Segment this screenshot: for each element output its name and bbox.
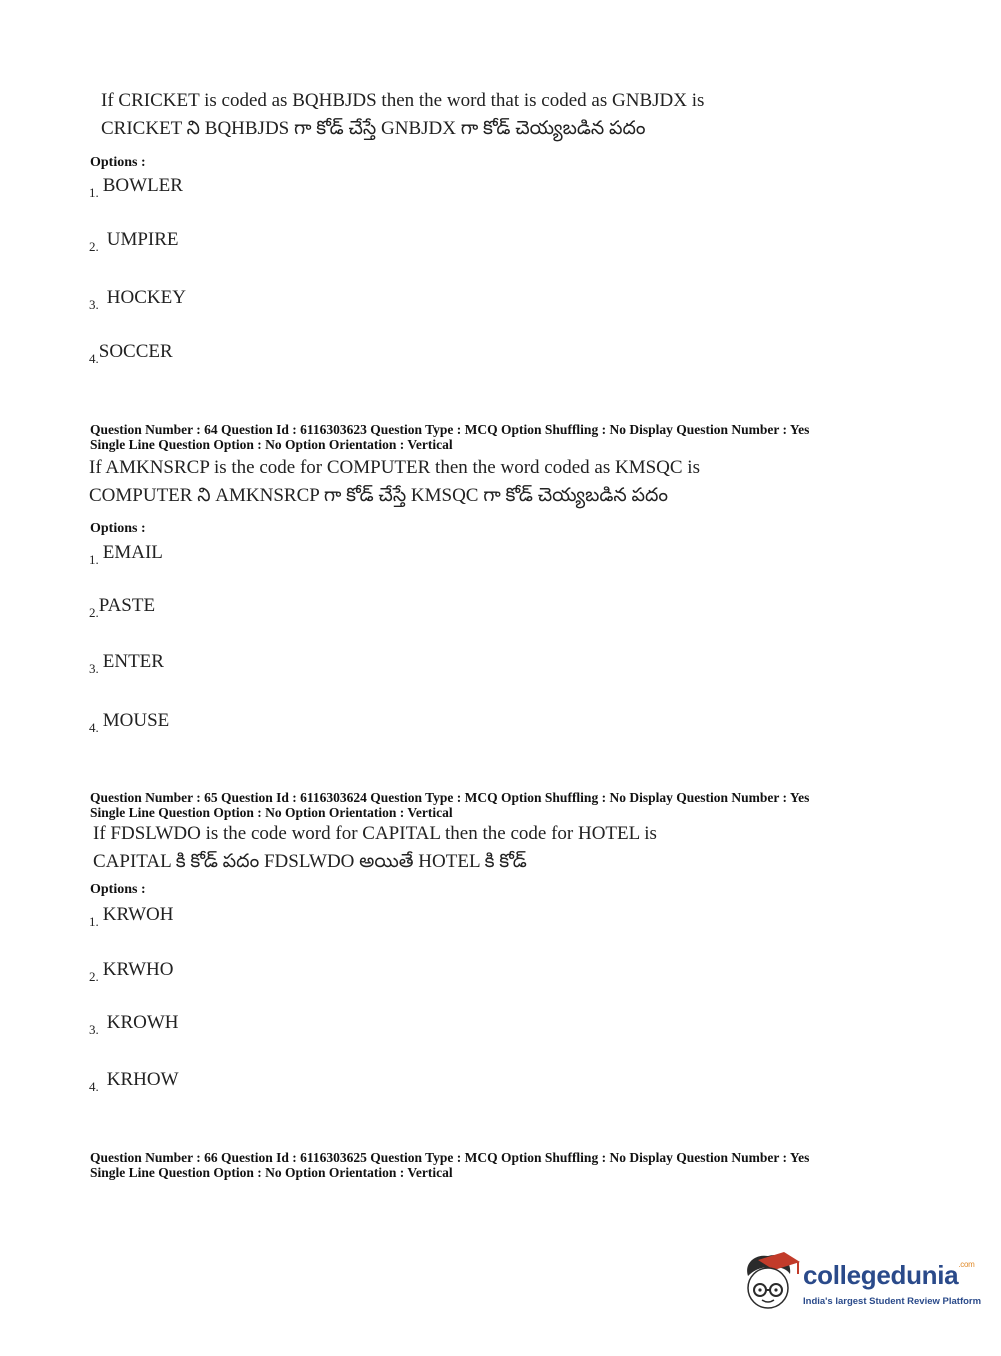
option-text: KRWHO (102, 959, 174, 980)
option-item (89, 595, 156, 620)
question-stem-english: If CRICKET is coded as BQHBJDS then the word that is coded as GNBJDX is (101, 90, 705, 111)
option-number: 3. (89, 297, 99, 312)
option-item (89, 651, 164, 676)
options-label: Options : (90, 155, 146, 170)
option-text: EMAIL (102, 542, 163, 563)
option-number: 2. (89, 239, 99, 254)
option-text: HOCKEY (106, 287, 186, 308)
logo-dotcom: .com (958, 1260, 975, 1269)
option-number: 4. (89, 1079, 99, 1094)
logo-tagline: India's largest Student Review Platform (803, 1296, 982, 1307)
option-item (89, 229, 179, 254)
option-item (89, 1069, 179, 1094)
question-stem-telugu: COMPUTER ని AMKNSRCP గా కోడ్ చేస్తే KMSQC గా కోడ్ చెయ్యబడిన పదం (89, 485, 669, 506)
option-item (89, 904, 174, 929)
option-number: 4. (89, 720, 99, 735)
option-text: PASTE (98, 595, 156, 616)
question-meta-line2: Single Line Question Option : No Option Orientation : Vertical (90, 437, 453, 452)
collegedunia-logo (740, 1250, 982, 1320)
option-number: 1. (89, 552, 99, 567)
question-stem-english: If AMKNSRCP is the code for COMPUTER then the word coded as KMSQC is (89, 457, 700, 478)
option-number: 2. (89, 969, 99, 984)
option-item (89, 175, 183, 200)
option-text: BOWLER (102, 175, 183, 196)
option-item (89, 542, 163, 567)
option-number: 3. (89, 661, 99, 676)
option-text: KRHOW (106, 1069, 179, 1090)
option-item (89, 959, 174, 984)
options-label: Options : (90, 521, 146, 536)
option-item (89, 1012, 179, 1037)
option-text: MOUSE (102, 710, 170, 731)
question-stem-telugu: CAPITAL కి కోడ్ పదం FDSLWDO అయితే HOTEL కి కోడ్ (93, 851, 527, 872)
question-meta-line1: Question Number : 65 Question Id : 6116303624 Question Type : MCQ Option Shuffling : No Display Question Number : Yes (90, 790, 810, 805)
option-number: 1. (89, 185, 99, 200)
option-number: 1. (89, 914, 99, 929)
question-meta-line1: Question Number : 64 Question Id : 6116303623 Question Type : MCQ Option Shuffling : No Display Question Number : Yes (90, 422, 810, 437)
option-number: 2. (89, 605, 99, 620)
option-number: 4. (89, 351, 99, 366)
option-text: ENTER (102, 651, 164, 672)
question-meta-line2: Single Line Question Option : No Option Orientation : Vertical (90, 805, 453, 820)
question-meta-line1: Question Number : 66 Question Id : 6116303625 Question Type : MCQ Option Shuffling : No Display Question Number : Yes (90, 1150, 810, 1165)
option-number: 3. (89, 1022, 99, 1037)
mascot-icon (740, 1250, 802, 1314)
option-text: UMPIRE (106, 229, 179, 250)
option-text: SOCCER (98, 341, 173, 362)
option-item (89, 341, 173, 366)
question-stem-english: If FDSLWDO is the code word for CAPITAL then the code for HOTEL is (93, 823, 657, 844)
logo-brand-text: collegedunia$^{.com}$ (803, 1260, 975, 1290)
option-item (89, 287, 186, 312)
option-item (89, 710, 170, 735)
options-label: Options : (90, 882, 146, 897)
question-stem-telugu: CRICKET ని BQHBJDS గా కోడ్ చేస్తే GNBJDX గా కోడ్ చెయ్యబడిన పదం (101, 118, 646, 139)
option-text: KRWOH (102, 904, 174, 925)
question-meta-line2: Single Line Question Option : No Option Orientation : Vertical (90, 1165, 453, 1180)
option-text: KROWH (106, 1012, 179, 1033)
